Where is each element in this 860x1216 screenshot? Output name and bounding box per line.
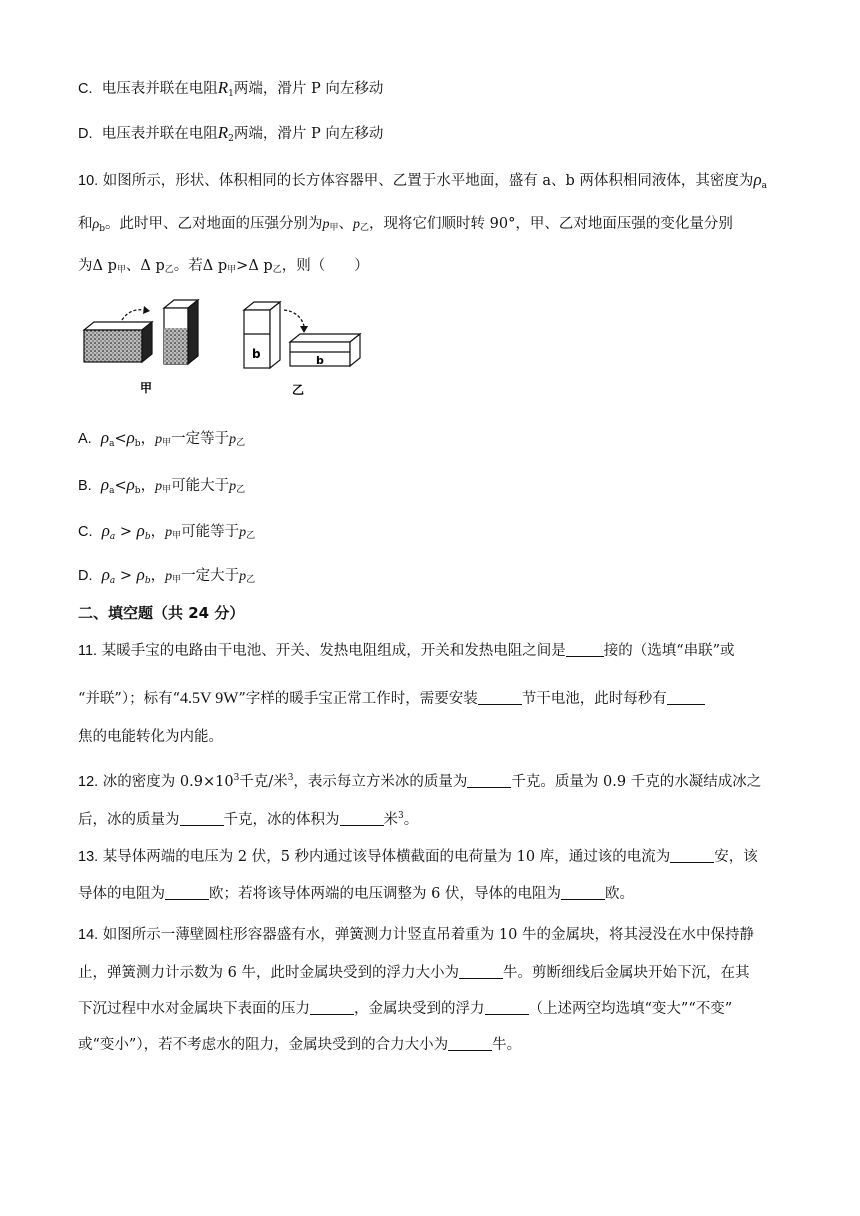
liquid-b-label-2: b [316, 354, 324, 367]
q10-option-c: C. $\rho_a > \rho_b$，p甲可能等于p乙 [78, 521, 256, 542]
q10-line-1: 10. 如图所示，形状、体积相同的长方体容器甲、乙置于水平地面，盛有 a、b 两体积相同液体，其密度为$\rho_a$ [78, 170, 767, 191]
q9-option-c: C. 电压表并联在电阻$R_1$两端，滑片 P 向左移动 [78, 78, 384, 99]
q14-line-2: 止，弹簧测力计示数为 6 牛，此时金属块受到的浮力大小为 牛。剪断细线后金属块开始下沉，在其 [78, 965, 750, 981]
rotate-arrow-yi [284, 310, 304, 326]
answer-blank[interactable] [478, 690, 522, 705]
container-jia-vertical [164, 300, 198, 364]
answer-blank[interactable] [566, 642, 604, 657]
rotate-arrow-jia [122, 310, 144, 320]
q13-line-1: 13. 某导体两端的电压为 2 伏，5 秒内通过该导体横截面的电荷量为 10 库，通过该的电流为 安，该 [78, 849, 758, 865]
arrowhead-jia [143, 306, 150, 314]
liquid-b-label: b [252, 347, 261, 361]
q12-line-1: 12. 冰的密度为 $0.9\times 10^3$千克/米$^3$，表示每立方米冰的质量为 千克。质量为 0.9 千克的水凝结成冰之 [78, 773, 762, 790]
container-jia-horizontal [84, 322, 152, 362]
q14-line-3: 下沉过程中水对金属块下表面的压力 ，金属块受到的浮力 （上述两空均选填“变大”“不变” [78, 1001, 733, 1017]
section-heading-fill-in: 二、填空题（共 24 分） [78, 604, 245, 622]
q10-option-a: A. $\rho_a<\rho_b$，p甲一定等于p乙 [78, 428, 246, 449]
answer-blank[interactable] [180, 811, 224, 826]
q13-line-2: 导体的电阻为 欧；若将该导体两端的电压调整为 6 伏，导体的电阻为 欧。 [78, 886, 634, 902]
figure-label-yi: 乙 [292, 383, 305, 397]
container-yi-vertical [244, 302, 280, 368]
answer-blank[interactable] [670, 848, 714, 863]
q10-option-b: B. $\rho_a<\rho_b$，p甲可能大于p乙 [78, 475, 246, 496]
answer-blank[interactable] [667, 690, 705, 705]
answer-blank[interactable] [485, 1000, 529, 1015]
q14-line-1: 14. 如图所示一薄壁圆柱形容器盛有水，弹簧测力计竖直吊着重为 10 牛的金属块，将其浸没在水中保持静 [78, 927, 754, 943]
answer-blank[interactable] [459, 964, 503, 979]
answer-blank[interactable] [340, 811, 384, 826]
q10-line-3: 为Δ p甲、Δ p乙。若Δ p甲>Δ p乙，则（ ） [78, 258, 369, 275]
container-yi-horizontal [290, 334, 360, 367]
q11-line-1: 11. 某暖手宝的电路由干电池、开关、发热电阻组成，开关和发热电阻之间是 接的（选填“串联”或 [78, 643, 735, 659]
q9-option-d: D. 电压表并联在电阻$R_2$两端，滑片 P 向左移动 [78, 123, 384, 144]
q12-line-2: 后，冰的质量为 千克，冰的体积为 米$^3$。 [78, 811, 419, 828]
q10-line-2: 和$\rho_b$。此时甲、乙对地面的压强分别为p甲、p乙，现将它们顺时转 90°，甲、乙对地面压强的变化量分别 [78, 216, 733, 234]
figure-label-jia: 甲 [140, 381, 153, 395]
answer-blank[interactable] [310, 1000, 354, 1015]
answer-blank[interactable] [561, 885, 605, 900]
q11-line-2: “并联”）；标有“4.5V 9W”字样的暖手宝正常工作时，需要安装 节干电池，此时每秒有 [78, 689, 798, 709]
answer-blank[interactable] [467, 773, 511, 788]
q10-figure [78, 298, 368, 402]
answer-blank[interactable] [448, 1036, 492, 1051]
q11-line-3: 焦的电能转化为内能。 [78, 729, 223, 745]
answer-blank[interactable] [165, 885, 209, 900]
q10-option-d: D. $\rho_a > \rho_b$，p甲一定大于p乙 [78, 565, 256, 586]
arrowhead-yi [300, 326, 308, 333]
q14-line-4: 或“变小”），若不考虑水的阻力，金属块受到的合力大小为 牛。 [78, 1037, 522, 1053]
